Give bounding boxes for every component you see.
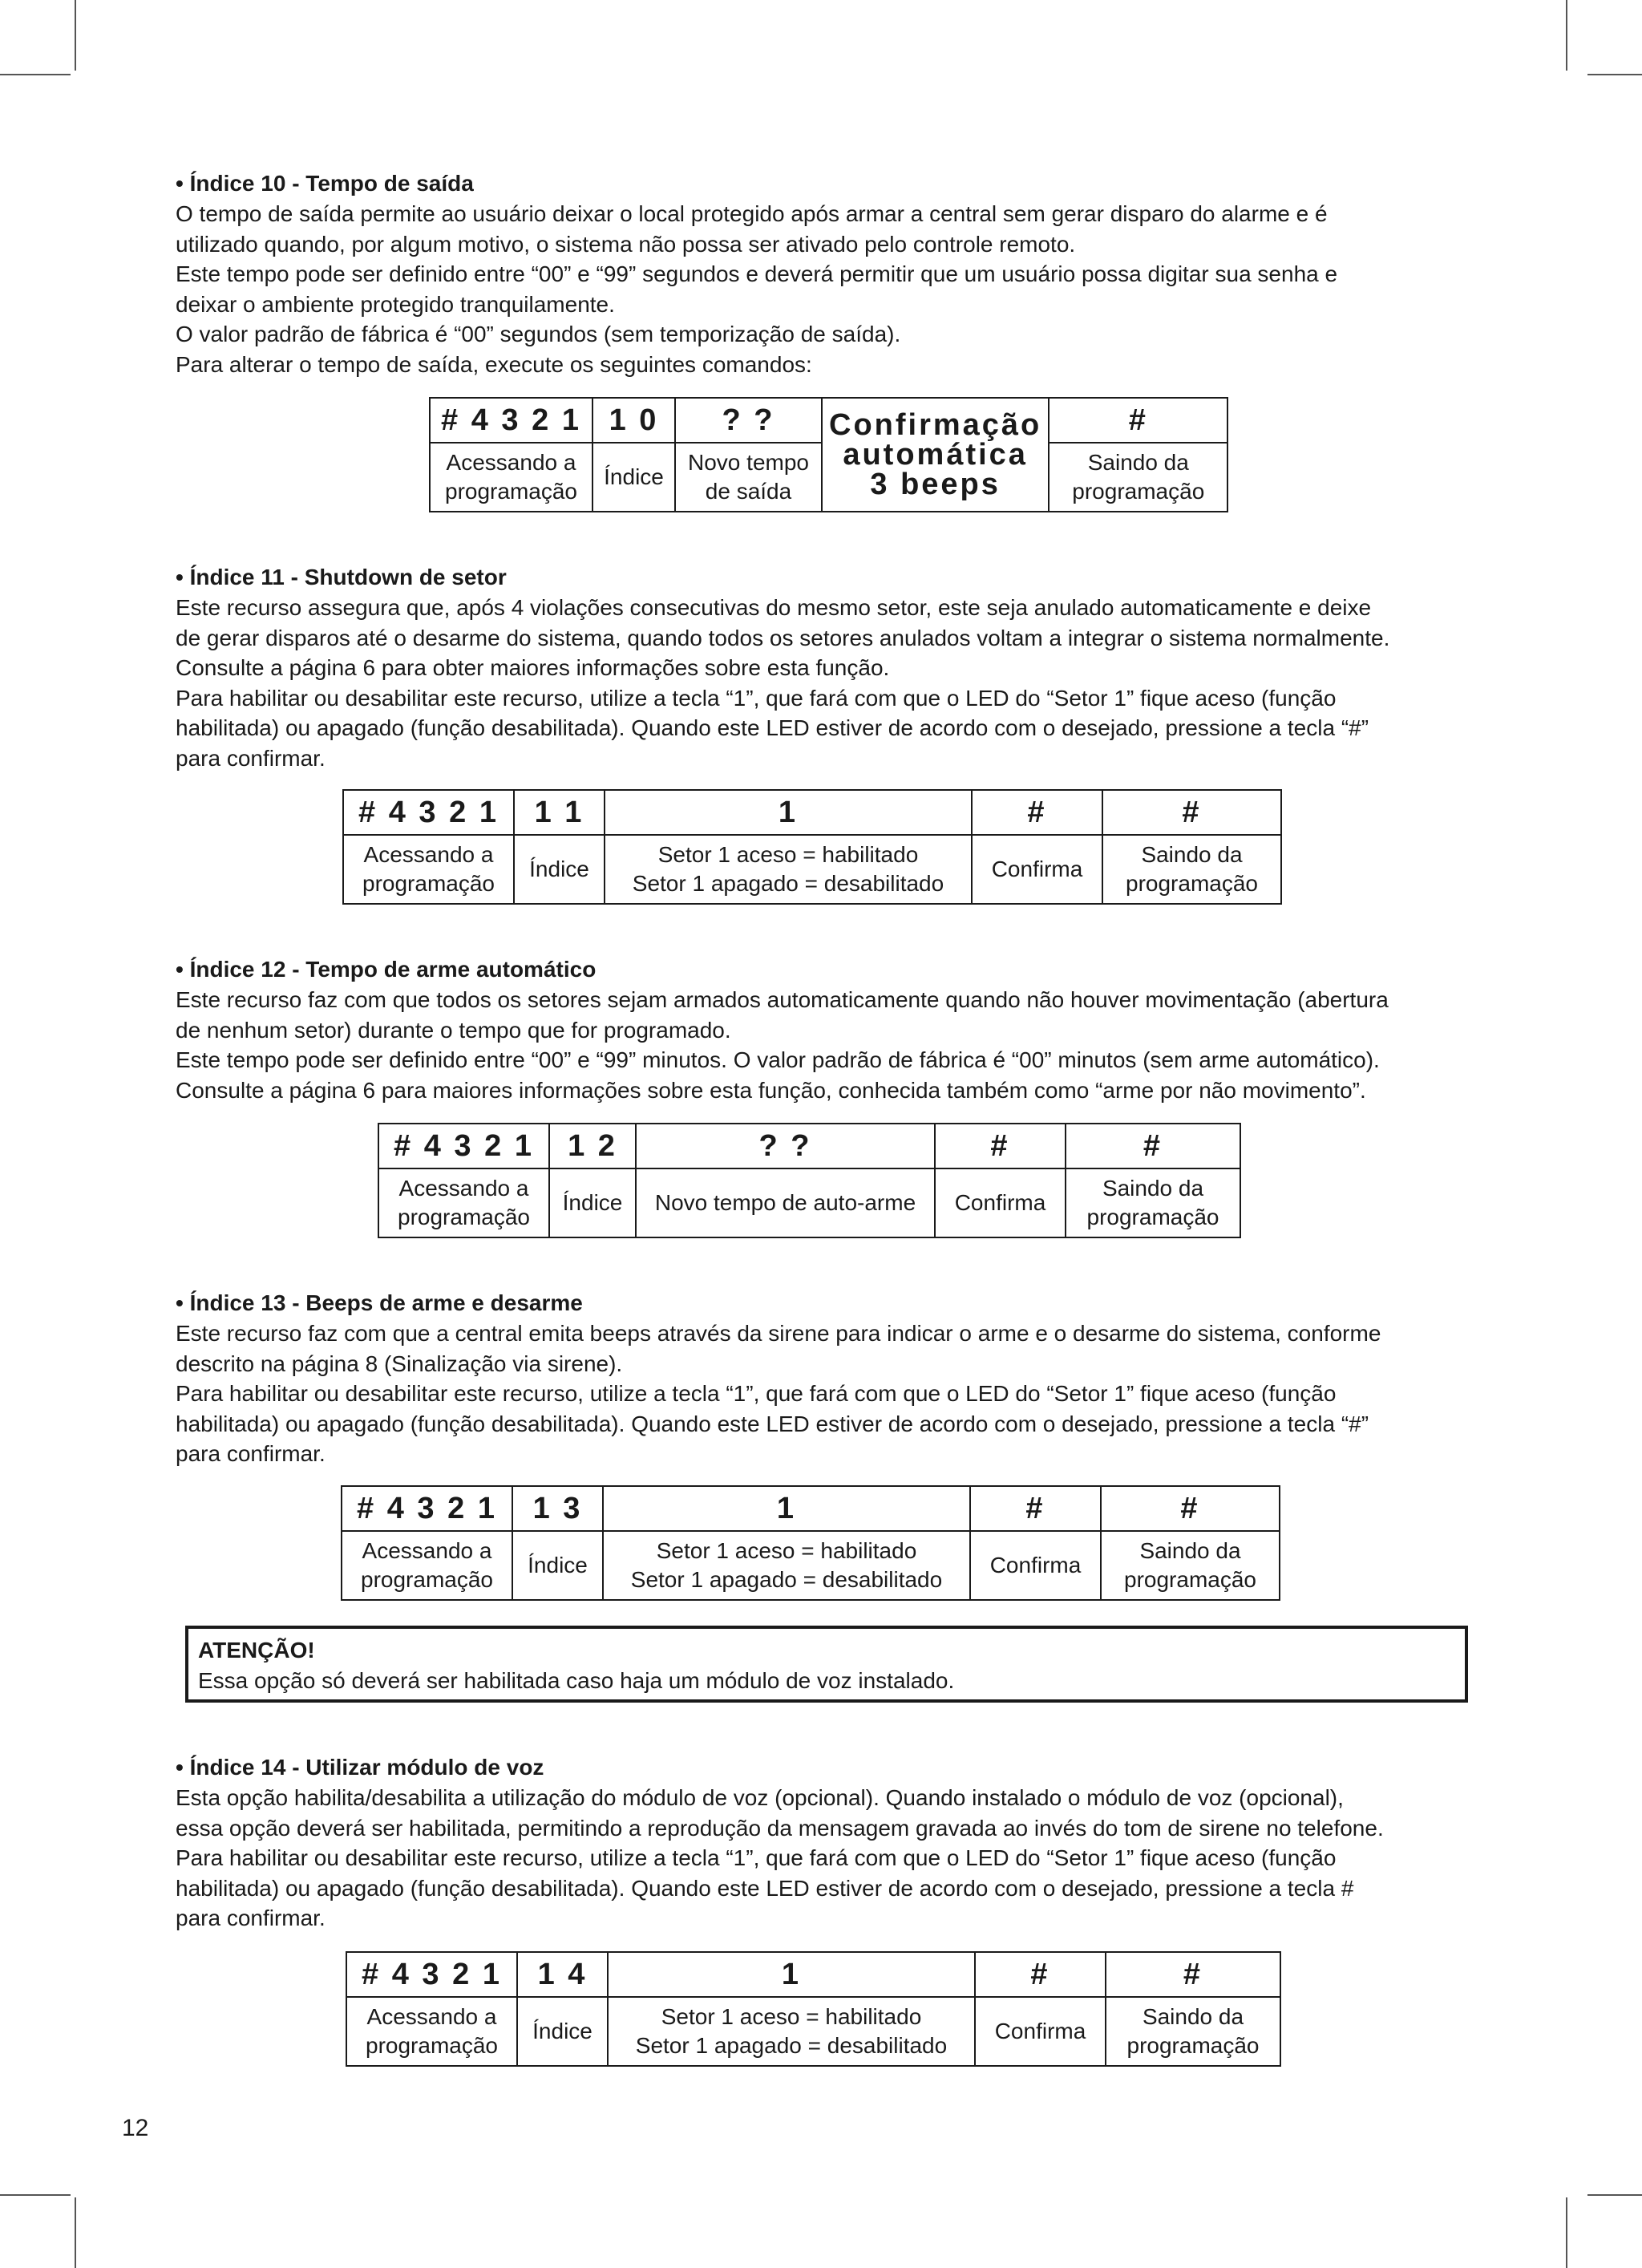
confirm-cell: # <box>975 1952 1106 1997</box>
desc-value-cell <box>675 443 822 512</box>
section-indice-14 <box>176 1752 1474 2067</box>
desc-confirm-cell: Confirma <box>972 835 1102 904</box>
desc-line: programação <box>445 479 577 504</box>
paragraph-line: Para habilitar ou desabilitar este recurso, utilize a tecla “1”, que fará com que o LED do “Setor 1” fique aceso (função <box>176 1381 1337 1406</box>
code-cell: # 4 3 2 1 <box>343 790 514 835</box>
paragraph-line: Consulte a página 6 para maiores informações sobre esta função, conhecida também como “arme por não movimento”. <box>176 1077 1366 1103</box>
value-cell: ? ? <box>636 1124 935 1168</box>
paragraph-line: Consulte a página 6 para obter maiores informações sobre esta função. <box>176 655 890 680</box>
paragraph-line: Para habilitar ou desabilitar este recurso, utilize a tecla “1”, que fará com que o LED do “Setor 1” fique aceso (função <box>176 1845 1337 1870</box>
paragraph-line: Este tempo pode ser definido entre “00” e “99” segundos e deverá permitir que um usuário possa digitar sua senha e <box>176 261 1338 286</box>
paragraph-line: habilitada) ou apagado (função desabilitada). Quando este LED estiver de acordo com o desejado, pressione a tecla # <box>176 1875 1354 1901</box>
paragraph-line: para confirmar. <box>176 745 326 771</box>
paragraph-line: Este recurso faz com que a central emita beeps através da sirene para indicar o arme e o desarme do sistema, conforme <box>176 1321 1381 1346</box>
desc-line: Saindo da <box>1141 842 1243 867</box>
warning-text: Essa opção só deverá ser habilitada caso haja um módulo de voz instalado. <box>198 1668 955 1693</box>
desc-confirm-cell: Confirma <box>970 1531 1101 1600</box>
value-cell: ? ? <box>675 398 822 443</box>
desc-exit-cell <box>1049 443 1227 512</box>
paragraph-line: deixar o ambiente protegido tranquilamente. <box>176 291 615 317</box>
paragraph-line: habilitada) ou apagado (função desabilitada). Quando este LED estiver de acordo com o desejado, pressione a tecla “#” <box>176 1411 1369 1436</box>
exit-cell: # <box>1049 398 1227 443</box>
confirm-cell: # <box>970 1486 1101 1531</box>
paragraph-line: habilitada) ou apagado (função desabilitada). Quando este LED estiver de acordo com o desejado, pressione a tecla “#” <box>176 715 1369 740</box>
page-number: 12 <box>122 2115 149 2141</box>
confirm-cell <box>822 398 1049 512</box>
desc-access-cell <box>342 1531 512 1600</box>
desc-index-cell: Índice <box>512 1531 603 1600</box>
desc-access-cell <box>343 835 514 904</box>
crop-mark <box>1566 0 1567 71</box>
index-cell: 1 2 <box>549 1124 636 1168</box>
index-cell: 1 4 <box>517 1952 608 1997</box>
desc-confirm-cell: Confirma <box>935 1168 1066 1237</box>
desc-access-cell <box>430 443 592 512</box>
section-heading: • Índice 10 - Tempo de saída <box>176 171 474 196</box>
value-cell: 1 <box>608 1952 975 1997</box>
desc-line: Novo tempo <box>688 450 809 475</box>
desc-line: Acessando a <box>446 450 576 475</box>
crop-mark <box>1587 2194 1642 2196</box>
desc-index-cell: Índice <box>549 1168 636 1237</box>
code-cell: # 4 3 2 1 <box>430 398 592 443</box>
desc-line: programação <box>361 1566 493 1592</box>
paragraph-line: Esta opção habilita/desabilita a utilização do módulo de voz (opcional). Quando instalado o módulo de voz (opcional), <box>176 1785 1344 1810</box>
confirm-line: automática <box>843 437 1028 472</box>
desc-line: Setor 1 apagado = desabilitado <box>635 2032 948 2058</box>
crop-mark <box>0 74 71 75</box>
index-cell: 1 1 <box>514 790 605 835</box>
exit-cell: # <box>1102 790 1281 835</box>
desc-exit-cell <box>1101 1531 1280 1600</box>
paragraph-line: para confirmar. <box>176 1906 326 1930</box>
crop-mark <box>0 2194 71 2196</box>
paragraph-line: Este recurso faz com que todos os setores sejam armados automaticamente quando não houver movimentação (abertura <box>176 987 1389 1012</box>
desc-line: programação <box>362 871 495 896</box>
desc-line: Acessando a <box>366 2003 497 2029</box>
value-cell: 1 <box>603 1486 970 1531</box>
confirm-line: Confirmação <box>829 407 1042 442</box>
exit-cell: # <box>1066 1124 1240 1168</box>
desc-line: Setor 1 aceso = habilitado <box>656 1537 917 1563</box>
desc-line: Acessando a <box>363 842 494 867</box>
confirm-line: 3 beeps <box>870 467 1001 501</box>
desc-value-cell <box>603 1531 970 1600</box>
command-table <box>341 1485 1280 1601</box>
desc-line: Saindo da <box>1087 450 1189 475</box>
desc-line: Setor 1 aceso = habilitado <box>661 2003 922 2029</box>
desc-line: Acessando a <box>398 1176 529 1201</box>
index-cell: 1 3 <box>512 1486 603 1531</box>
desc-line: programação <box>1124 1566 1256 1592</box>
desc-line: programação <box>1086 1205 1219 1229</box>
paragraph-line: essa opção deverá ser habilitada, permitindo a reprodução da mensagem gravada ao invés do tom de sirene no telefone. <box>176 1815 1384 1841</box>
desc-exit-cell <box>1102 835 1281 904</box>
section-heading: • Índice 11 - Shutdown de setor <box>176 565 507 589</box>
desc-index-cell: Índice <box>517 1997 608 2066</box>
code-cell: # 4 3 2 1 <box>346 1952 517 1997</box>
crop-mark <box>75 0 76 71</box>
exit-cell: # <box>1106 1952 1280 1997</box>
exit-cell: # <box>1101 1486 1280 1531</box>
paragraph-line: O valor padrão de fábrica é “00” segundos (sem temporização de saída). <box>176 322 901 346</box>
command-table <box>429 397 1228 512</box>
desc-line: Acessando a <box>362 1537 492 1563</box>
paragraph-line: descrito na página 8 (Sinalização via sirene). <box>176 1351 623 1376</box>
desc-value-cell: Novo tempo de auto-arme <box>636 1168 935 1237</box>
warning-title: ATENÇÃO! <box>198 1638 315 1663</box>
desc-line: Saindo da <box>1142 2003 1244 2029</box>
warning-box <box>185 1626 1468 1703</box>
code-cell: # 4 3 2 1 <box>378 1124 549 1168</box>
confirm-cell: # <box>935 1124 1066 1168</box>
desc-confirm-cell: Confirma <box>975 1997 1106 2066</box>
section-heading: • Índice 14 - Utilizar módulo de voz <box>176 1755 544 1780</box>
paragraph-line: de nenhum setor) durante o tempo que for programado. <box>176 1017 731 1043</box>
paragraph-line: Este recurso assegura que, após 4 violações consecutivas do mesmo setor, este seja anulado automaticamente e deixe <box>176 595 1372 620</box>
command-table <box>378 1123 1241 1238</box>
paragraph-line: de gerar disparos até o desarme do sistema, quando todos os setores anulados voltam a integrar o sistema normalmente. <box>176 625 1390 650</box>
section-indice-13 <box>176 1288 1474 1601</box>
desc-access-cell <box>378 1168 549 1237</box>
desc-value-cell <box>608 1997 975 2066</box>
desc-line: programação <box>1072 479 1205 504</box>
desc-line: programação <box>1126 871 1258 896</box>
code-cell: # 4 3 2 1 <box>342 1486 512 1531</box>
desc-value-cell <box>605 835 972 904</box>
confirm-cell: # <box>972 790 1102 835</box>
section-heading: • Índice 12 - Tempo de arme automático <box>176 957 597 982</box>
desc-line: Setor 1 apagado = desabilitado <box>630 1566 943 1592</box>
crop-mark <box>1587 74 1642 75</box>
command-table <box>346 1951 1281 2067</box>
paragraph-line: para confirmar. <box>176 1441 326 1466</box>
desc-access-cell <box>346 1997 517 2066</box>
value-cell: 1 <box>605 790 972 835</box>
desc-line: programação <box>398 1205 530 1229</box>
desc-exit-cell <box>1106 1997 1280 2066</box>
desc-index-cell: Índice <box>514 835 605 904</box>
section-heading: • Índice 13 - Beeps de arme e desarme <box>176 1290 583 1315</box>
command-table <box>342 789 1282 905</box>
section-indice-12 <box>176 954 1474 1238</box>
desc-exit-cell <box>1066 1168 1240 1237</box>
desc-index-cell: Índice <box>592 443 675 512</box>
index-cell: 1 0 <box>592 398 675 443</box>
paragraph-line: Para habilitar ou desabilitar este recurso, utilize a tecla “1”, que fará com que o LED do “Setor 1” fique aceso (função <box>176 685 1337 711</box>
desc-line: de saída <box>705 479 792 504</box>
desc-line: programação <box>1126 2032 1260 2058</box>
desc-line: programação <box>366 2032 498 2058</box>
desc-line: Saindo da <box>1102 1176 1204 1201</box>
desc-line: Saindo da <box>1139 1537 1241 1563</box>
desc-line: Setor 1 aceso = habilitado <box>657 842 919 867</box>
section-indice-11 <box>176 562 1474 905</box>
paragraph-line: Este tempo pode ser definido entre “00” e “99” minutos. O valor padrão de fábrica é “00” minutos (sem arme automático). <box>176 1047 1380 1072</box>
section-indice-10 <box>176 168 1474 512</box>
crop-mark <box>1566 2197 1567 2268</box>
paragraph-line: utilizado quando, por algum motivo, o sistema não possa ser ativado pelo controle remoto. <box>176 231 1076 257</box>
paragraph-line: Para alterar o tempo de saída, execute os seguintes comandos: <box>176 351 812 377</box>
paragraph-line: O tempo de saída permite ao usuário deixar o local protegido após armar a central sem gerar disparo do alarme e é <box>176 201 1328 226</box>
desc-line: Setor 1 apagado = desabilitado <box>632 871 944 896</box>
crop-mark <box>75 2197 76 2268</box>
